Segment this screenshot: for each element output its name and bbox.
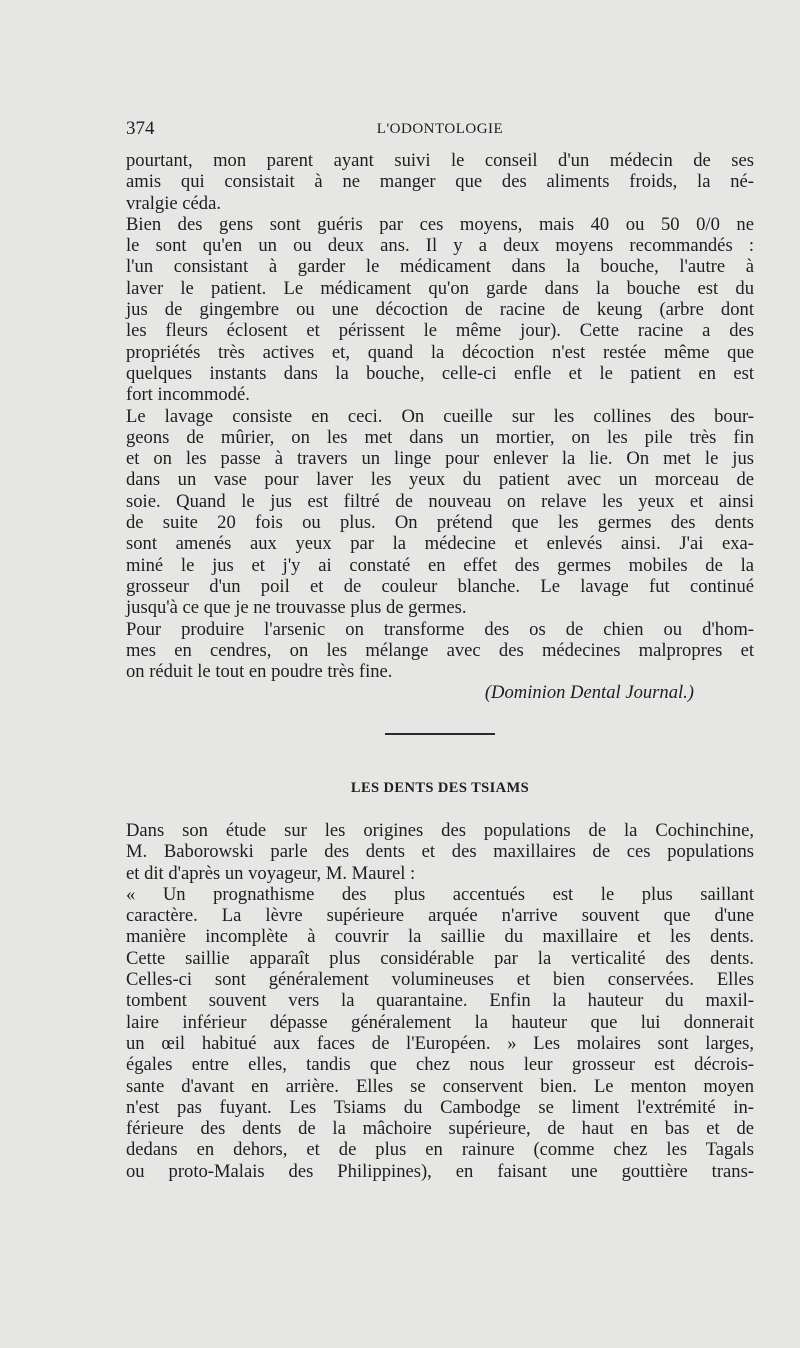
text-line: M. Baborowski parle des dents et des maxillaires de ces populations [126, 841, 754, 863]
text-line: Pour produire l'arsenic on transforme des os de chien ou d'hom- [126, 618, 754, 640]
text-line: Bien des gens sont guéris par ces moyens, mais 40 ou 50 0/0 ne [126, 213, 754, 235]
text-line: le sont qu'en un ou deux ans. Il y a deux moyens recommandés : [126, 235, 754, 257]
text-line: sante d'avant en arrière. Elles se conservent bien. Le menton moyen [126, 1075, 754, 1097]
text-line: férieure des dents de la mâchoire supérieure, de haut en bas et de [126, 1118, 754, 1140]
text-line: laver le patient. Le médicament qu'on garde dans la bouche est du [126, 277, 754, 299]
text-line: on réduit le tout en poudre très fine. [126, 661, 393, 683]
text-line: propriétés très actives et, quand la décoction n'est restée même que [126, 341, 754, 363]
text-line: Celles-ci sont généralement volumineuses et bien conservées. Elles [126, 969, 754, 991]
source-citation: (Dominion Dental Journal.) [484, 682, 694, 704]
article-body-2 [126, 820, 754, 1182]
text-line: laire inférieur dépasse généralement la hauteur que lui donnerait [126, 1011, 754, 1033]
text-line: Le lavage consiste en ceci. On cueille sur les collines des bour- [126, 405, 754, 427]
text-line: et dit d'après un voyageur, M. Maurel : [126, 862, 416, 884]
article-body-1 [126, 150, 754, 704]
text-line: n'est pas fuyant. Les Tsiams du Cambodge se liment l'extrémité in- [126, 1096, 754, 1118]
text-line: quelques instants dans la bouche, celle-ci enfle et le patient en est [126, 362, 754, 384]
text-line: et on les passe à travers un linge pour enlever la lie. On met le jus [126, 448, 754, 470]
text-line: manière incomplète à couvrir la saillie du maxillaire et les dents. [126, 926, 754, 948]
text-line: pourtant, mon parent ayant suivi le conseil d'un médecin de ses [126, 150, 754, 171]
text-line: les fleurs éclosent et périssent le même jour). Cette racine a des [126, 320, 754, 342]
text-line: amis qui consistait à ne manger que des aliments froids, la né- [126, 171, 754, 193]
text-line: l'un consistant à garder le médicament dans la bouche, l'autre à [126, 256, 754, 278]
text-line: dedans en dehors, et de plus en rainure (comme chez les Tagals [126, 1139, 754, 1161]
section-divider [385, 733, 495, 735]
text-line: un œil habitué aux faces de l'Européen. » Les molaires sont larges, [126, 1032, 754, 1054]
text-line: vralgie céda. [126, 192, 221, 214]
running-title: L'ODONTOLOGIE [376, 121, 504, 137]
text-line: jusqu'à ce que je ne trouvasse plus de germes. [126, 597, 467, 619]
text-line: Cette saillie apparaît plus considérable par la verticalité des dents. [126, 947, 754, 969]
text-line: tombent souvent vers la quarantaine. Enfin la hauteur du maxil- [126, 990, 754, 1012]
text-line: mes en cendres, on les mélange avec des médecines malpropres et [126, 639, 754, 661]
text-line: « Un prognathisme des plus accentués est le plus saillant [126, 883, 754, 905]
page-header [126, 118, 754, 140]
text-line: caractère. La lèvre supérieure arquée n'arrive souvent que d'une [126, 905, 754, 927]
text-line: jus de gingembre ou une décoction de racine de keung (arbre dont [126, 299, 754, 321]
text-line: geons de mûrier, on les met dans un mortier, on les pile très fin [126, 426, 754, 448]
text-line: miné le jus et j'y ai constaté en effet des germes mobiles de la [126, 554, 754, 576]
text-line: grosseur d'un poil et de couleur blanche. Le lavage fut continué [126, 575, 754, 597]
text-line: égales entre elles, tandis que chez nous leur grosseur est décrois- [126, 1054, 754, 1076]
text-line: ou proto-Malais des Philippines), en faisant une gouttière trans- [126, 1160, 754, 1182]
text-line: fort incommodé. [126, 384, 250, 406]
section-title: LES DENTS DES TSIAMS [350, 780, 530, 796]
text-line: sont amenés aux yeux par la médecine et enlevés ainsi. J'ai exa- [126, 533, 754, 555]
page-number: 374 [126, 118, 155, 139]
text-line: Dans son étude sur les origines des populations de la Cochinchine, [126, 820, 754, 841]
text-line: de suite 20 fois ou plus. On prétend que les germes des dents [126, 512, 754, 534]
text-line: dans un vase pour laver les yeux du patient avec un morceau de [126, 469, 754, 491]
text-line: soie. Quand le jus est filtré de nouveau on relave les yeux et ainsi [126, 490, 754, 512]
